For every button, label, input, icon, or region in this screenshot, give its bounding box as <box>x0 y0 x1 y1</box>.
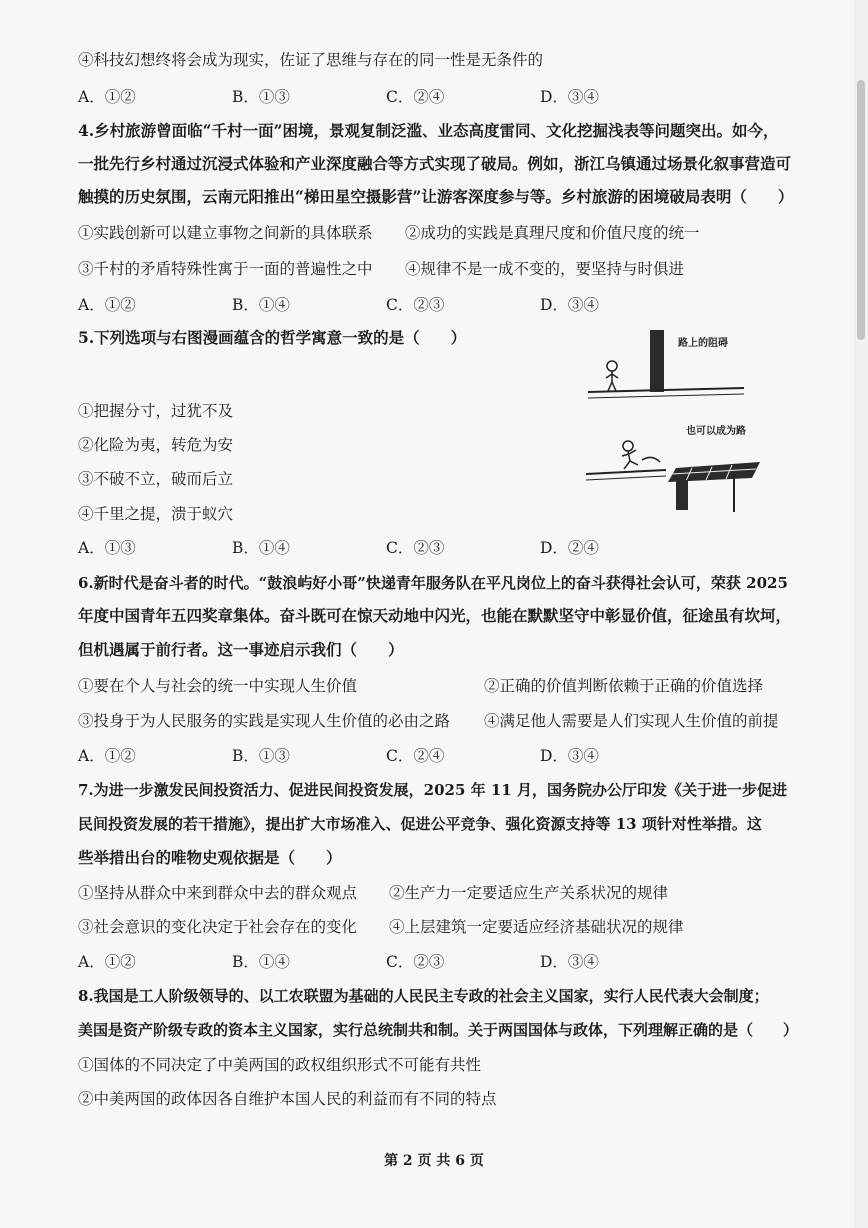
q7-answer-d[interactable]: D．③④ <box>540 953 599 971</box>
q4-answer-d[interactable]: D．③④ <box>540 296 599 314</box>
q8-stem-line-2: 美国是资产阶级专政的资本主义国家，实行总统制共和制。关于两国国体与政体，下列理解正确的是（ ） <box>78 1021 799 1039</box>
q5-answer-c[interactable]: C．②③ <box>386 539 445 557</box>
q8-option-2: ②中美两国的政体因各自维护本国人民的利益而有不同的特点 <box>78 1090 497 1108</box>
q6-answer-a[interactable]: A．①② <box>78 747 136 765</box>
q3-answer-c[interactable]: C．②④ <box>386 88 445 106</box>
q6-stem-line-2: 年度中国青年五四奖章集体。奋斗既可在惊天动地中闪光，也能在默默坚守中彰显价值，征途虽有坎坷， <box>78 606 792 625</box>
q4-stem-line-1: 4.乡村旅游曾面临“千村一面”困境，景观复制泛滥、业态高度雷同、文化挖掘浅表等问题突出。如今， <box>78 121 779 140</box>
q3-answer-b[interactable]: B．①③ <box>232 88 290 106</box>
jumping-figure <box>622 441 660 469</box>
vertical-scrollbar[interactable] <box>854 0 868 1228</box>
q7-answer-a[interactable]: A．①② <box>78 953 136 971</box>
q5-option-4: ④千里之提，溃于蚁穴 <box>78 505 234 523</box>
q7-option-1: ①坚持从群众中来到群众中去的群众观点 <box>78 884 358 902</box>
q3-answer-d[interactable]: D．③④ <box>540 88 599 106</box>
q6-answer-b[interactable]: B．①③ <box>232 747 290 765</box>
q4-option-4: ④规律不是一成不变的，要坚持与时俱进 <box>405 260 685 278</box>
cartoon-drawing <box>584 322 784 518</box>
scrollbar-thumb[interactable] <box>857 80 865 340</box>
comic-label-bottom: 也可以成为路 <box>686 426 746 437</box>
q4-option-1: ①实践创新可以建立事物之间新的具体联系 <box>78 224 373 242</box>
q5-answer-d[interactable]: D．②④ <box>540 539 599 557</box>
q7-answer-c[interactable]: C．②③ <box>386 953 445 971</box>
standing-figure <box>606 361 618 391</box>
q3-answer-a[interactable]: A．①② <box>78 88 136 106</box>
q7-option-2: ②生产力一定要适应生产关系状况的规律 <box>389 884 669 902</box>
page-footer: 第 2 页 共 6 页 <box>384 1153 484 1169</box>
q8-option-1: ①国体的不同决定了中美两国的政权组织形式不可能有共性 <box>78 1056 482 1074</box>
q4-stem-line-2: 一批先行乡村通过沉浸式体验和产业深度融合等方式实现了破局。例如，浙江乌镇通过场景化叙事营造可 <box>78 154 792 173</box>
wall-obstacle <box>650 330 664 392</box>
q6-answer-d[interactable]: D．③④ <box>540 747 599 765</box>
q6-option-2: ②正确的价值判断依赖于正确的价值选择 <box>484 677 764 695</box>
q7-answer-b[interactable]: B．①④ <box>232 953 290 971</box>
cartoon-illustration <box>584 322 784 518</box>
q6-option-4: ④满足他人需要是人们实现人生价值的前提 <box>484 712 779 730</box>
q7-stem-line-2: 民间投资发展的若干措施》，提出扩大市场准入、促进公平竞争、强化资源支持等 13 项针对性举措。这 <box>78 815 762 833</box>
q5-option-3: ③不破不立，破而后立 <box>78 470 234 488</box>
q6-option-3: ③投身于为人民服务的实践是实现人生价值的必由之路 <box>78 712 451 730</box>
q5-answer-b[interactable]: B．①④ <box>232 539 290 557</box>
q6-option-1: ①要在个人与社会的统一中实现人生价值 <box>78 677 358 695</box>
q5-option-1: ①把握分寸，过犹不及 <box>78 402 234 420</box>
q4-stem-line-3: 触摸的历史氛围，云南元阳推出“梯田星空摄影营”让游客深度参与等。乡村旅游的困境破局表明（ ） <box>78 187 794 206</box>
q4-answer-a[interactable]: A．①② <box>78 296 136 314</box>
q6-stem-line-3: 但机遇属于前行者。这一事迹启示我们（ ） <box>78 640 404 659</box>
q7-stem-line-1: 7.为进一步激发民间投资活力、促进民间投资发展，2025 年 11 月，国务院办公厅印发《关于进一步促进 <box>78 781 787 799</box>
q4-option-3: ③千村的矛盾特殊性寓于一面的普遍性之中 <box>78 260 373 278</box>
q3-option-4: ④科技幻想终将会成为现实，佐证了思维与存在的同一性是无条件的 <box>78 51 544 69</box>
q6-stem-line-1: 6.新时代是奋斗者的时代。“鼓浪屿好小哥”快递青年服务队在平凡岗位上的奋斗获得社会认可，荣获 2025 <box>78 574 788 592</box>
q7-stem-line-3: 些举措出台的唯物史观依据是（ ） <box>78 848 342 867</box>
q5-answer-a[interactable]: A．①③ <box>78 539 136 557</box>
q5-option-2: ②化险为夷，转危为安 <box>78 436 234 454</box>
comic-label-top: 路上的阻碍 <box>678 338 728 349</box>
q7-option-4: ④上层建筑一定要适应经济基础状况的规律 <box>389 918 684 936</box>
q4-answer-b[interactable]: B．①④ <box>232 296 290 314</box>
q8-stem-line-1: 8.我国是工人阶级领导的、以工农联盟为基础的人民民主专政的社会主义国家，实行人民代表大会制度； <box>78 987 769 1005</box>
q4-answer-c[interactable]: C．②③ <box>386 296 445 314</box>
q6-answer-c[interactable]: C．②④ <box>386 747 445 765</box>
q5-stem: 5.下列选项与右图漫画蕴含的哲学寓意一致的是（ ） <box>78 328 467 347</box>
q4-option-2: ②成功的实践是真理尺度和价值尺度的统一 <box>405 224 700 242</box>
q7-option-3: ③社会意识的变化决定于社会存在的变化 <box>78 918 358 936</box>
